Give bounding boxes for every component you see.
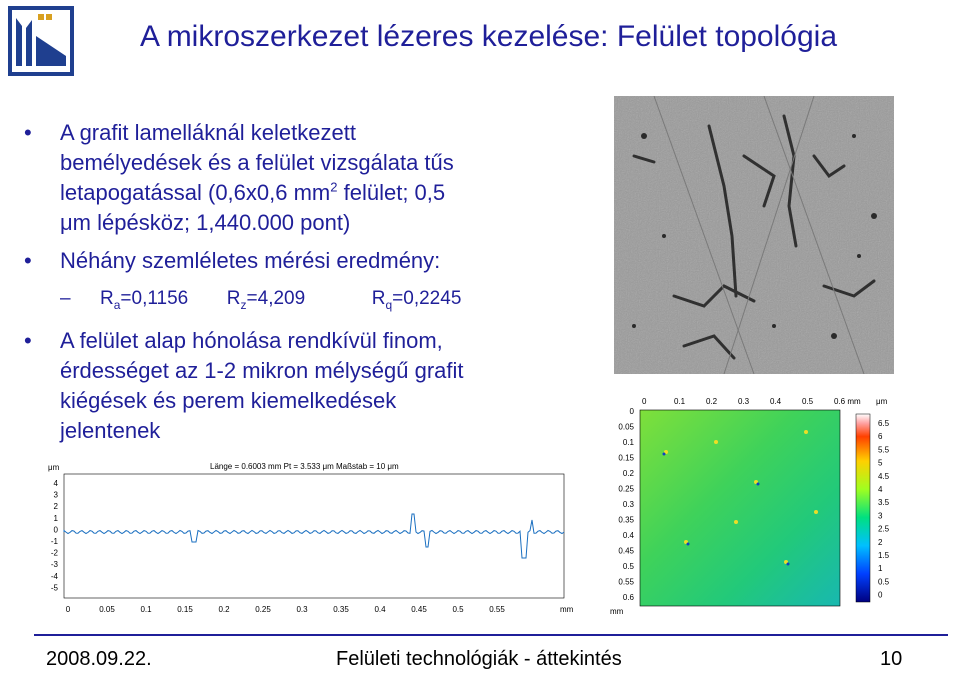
map-x-tick-label: 0.3 — [738, 397, 750, 406]
bullet-line: A grafit lamelláknál keletkezett — [60, 120, 356, 145]
bullet-line — [60, 178, 590, 208]
bullet-dot-icon: • — [24, 248, 32, 273]
x-tick-label: 0.45 — [411, 605, 427, 614]
y-tick-label: 3 — [53, 490, 58, 500]
scale-tick-label: 3.5 — [878, 498, 890, 508]
profile-y-unit: μm — [48, 463, 60, 472]
color-scale-ticks — [878, 419, 890, 600]
map-y-tick-label: 0.05 — [618, 422, 634, 432]
y-tick-label: -3 — [50, 560, 58, 570]
bullet-line: bemélyedések és a felület vizsgálata tűs — [60, 150, 454, 175]
footer-divider — [34, 634, 948, 636]
profile-x-unit: mm — [560, 605, 574, 614]
page-number: 10 — [880, 648, 903, 670]
x-tick-label: 0.5 — [452, 605, 464, 614]
scale-tick-label: 0.5 — [878, 577, 890, 587]
scale-tick-label: 4.5 — [878, 471, 890, 481]
map-y-tick-label: 0 — [629, 407, 634, 416]
map-y-unit: mm — [610, 607, 624, 614]
map-x-tick-label: 0.5 — [802, 397, 814, 406]
bullet-line: A felület alap hónolása rendkívül finom, — [60, 327, 443, 353]
slide-title: A mikroszerkezet lézeres kezelése: Felület topológia — [140, 20, 838, 53]
scale-unit: μm — [876, 397, 888, 406]
map-y-tick-label: 0.55 — [618, 577, 634, 587]
map-y-tick-label: 0.25 — [618, 484, 634, 494]
map-y-tick-label: 0.1 — [622, 438, 634, 447]
bullet-item — [20, 326, 590, 446]
profile-header: Länge = 0.6003 mm Pt = 3.533 μm Maßstab = 10 μm — [210, 462, 399, 471]
y-tick-label: -1 — [50, 537, 58, 546]
map-x-tick-label: 0.2 — [706, 397, 718, 406]
x-tick-label: 0 — [65, 605, 71, 614]
scale-tick-label: 6.5 — [878, 419, 890, 428]
sub-bullet-item — [20, 284, 590, 320]
map-y-tick-label: 0.2 — [622, 469, 634, 478]
topography-color-map — [606, 392, 954, 614]
map-y-tick-label: 0.4 — [622, 531, 634, 540]
y-tick-label: -2 — [50, 548, 58, 558]
roughness-ra: $R_a=0,1156$ — [100, 288, 189, 312]
bullet-line: érdességet az 1-2 mikron mélységű grafit — [60, 357, 464, 383]
y-tick-label: -4 — [50, 571, 58, 581]
scale-tick-label: 1.5 — [878, 551, 890, 560]
bullet-dot-icon: • — [24, 327, 32, 353]
bullet-item — [20, 118, 590, 238]
bullet-list — [20, 118, 590, 454]
scale-tick-label: 1 — [878, 564, 883, 574]
scale-tick-label: 5.5 — [878, 445, 890, 455]
scale-tick-label: 6 — [878, 432, 883, 442]
x-tick-label: 0.25 — [255, 605, 271, 614]
scale-tick-label: 2 — [878, 537, 883, 547]
bullet-line: kiégések és perem kiemelkedések — [60, 387, 397, 413]
map-x-tick-label: 0 — [642, 397, 647, 406]
bullet-item — [20, 246, 590, 276]
x-tick-label: 0.1 — [140, 605, 152, 614]
bullet-dot-icon: • — [24, 120, 32, 145]
surface-micrograph — [614, 96, 894, 374]
map-x-tick-label: 0.4 — [770, 397, 782, 406]
x-tick-label: 0.3 — [296, 605, 308, 614]
x-tick-label: 0.05 — [99, 605, 115, 614]
footer-title: Felületi technológiák - áttekintés — [336, 648, 622, 670]
map-y-tick-label: 0.5 — [622, 562, 634, 571]
text-segment: letapogatással (0,6x0,6 mm — [60, 180, 331, 205]
text-segment: felület; 0,5 — [337, 180, 446, 205]
roughness-rq: $R_q=0,2245$ — [371, 288, 462, 312]
x-tick-label: 0.35 — [333, 605, 349, 614]
x-tick-label: 0.15 — [177, 605, 193, 614]
x-tick-label: 0.4 — [374, 605, 386, 614]
y-tick-label: 2 — [53, 502, 58, 512]
university-logo — [8, 6, 74, 76]
map-y-tick-label: 0.35 — [618, 515, 634, 525]
map-y-axis — [618, 407, 634, 602]
color-scale-bar — [856, 414, 870, 602]
y-tick-label: 0 — [53, 525, 58, 535]
map-x-tick-label: 0.1 — [674, 397, 686, 406]
y-tick-label: -5 — [50, 583, 58, 593]
scale-tick-label: 2.5 — [878, 524, 890, 534]
map-y-tick-label: 0.6 — [622, 593, 634, 602]
map-x-axis — [642, 397, 861, 406]
map-y-tick-label: 0.15 — [618, 453, 634, 463]
bullet-line: jelentenek — [60, 417, 161, 443]
footer-date: 2008.09.22. — [46, 648, 152, 670]
map-y-tick-label: 0.3 — [622, 500, 634, 509]
superscript: 2 — [330, 179, 338, 195]
roughness-rz: $R_z=4,209$ — [226, 288, 306, 312]
y-tick-label: 4 — [53, 479, 58, 488]
dash-icon: – — [60, 288, 71, 309]
x-tick-label: 0.55 — [489, 605, 505, 614]
profile-x-axis — [66, 605, 506, 614]
scale-tick-label: 4 — [878, 485, 883, 494]
x-tick-label: 0.2 — [218, 605, 230, 614]
scale-tick-label: 3 — [878, 511, 883, 521]
bullet-line: μm lépésköz; 1,440.000 pont) — [60, 210, 351, 235]
profile-y-axis — [51, 479, 59, 592]
y-tick-label: 1 — [53, 513, 58, 523]
map-x-tick-label: 0.6 mm — [834, 397, 861, 406]
scale-tick-label: 0 — [878, 590, 883, 600]
scale-tick-label: 5 — [878, 458, 883, 468]
map-y-tick-label: 0.45 — [618, 546, 634, 556]
surface-profile-chart — [30, 462, 590, 620]
bullet-line: Néhány szemléletes mérési eredmény: — [60, 248, 441, 273]
